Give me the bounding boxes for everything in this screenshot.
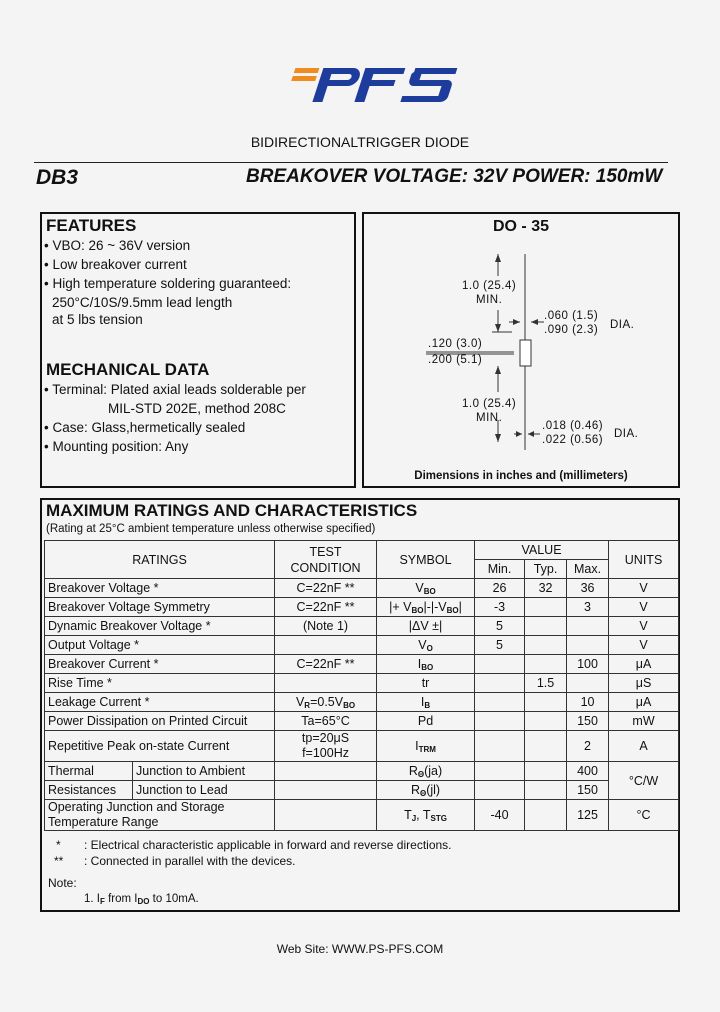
test-condition: Ta=65°C <box>275 712 377 731</box>
value-max: 150 <box>567 712 609 731</box>
symbol <box>377 579 475 598</box>
symbol: tr <box>377 674 475 693</box>
header-test: TEST <box>309 544 342 559</box>
note-1-prefix: 1. I <box>84 893 100 905</box>
dimensions-footer: Dimensions in inches and (millimeters) <box>414 470 628 482</box>
ratings-panel <box>40 498 680 912</box>
unit: mW <box>609 712 679 731</box>
value-min: -40 <box>475 800 525 831</box>
thermal-ja-label: Junction to Ambient <box>133 762 275 781</box>
value-typ <box>525 655 567 674</box>
test-condition <box>275 693 377 712</box>
part-number: DB3 <box>36 166 79 189</box>
package-panel <box>362 212 680 488</box>
symbol-main: T <box>404 807 412 822</box>
dim-body-dia-1: .060 (1.5) <box>544 310 599 322</box>
value-min <box>475 655 525 674</box>
headline: BREAKOVER VOLTAGE: 32V POWER: 150mW <box>246 166 663 187</box>
value-typ <box>525 598 567 617</box>
unit: V <box>609 636 679 655</box>
symbol <box>377 693 475 712</box>
feature-item: • VBO: 26 ~ 36V version <box>44 238 191 253</box>
test-condition: C=22nF ** <box>275 598 377 617</box>
dim-body-len-1: .120 (3.0) <box>428 338 483 350</box>
symbol-sub: TRM <box>418 744 436 754</box>
value-min: -3 <box>475 598 525 617</box>
table-row <box>45 693 679 712</box>
symbol <box>377 762 475 781</box>
note-1-tail: to 10mA. <box>149 893 199 905</box>
dim-lead-dia-label: DIA. <box>614 428 639 440</box>
note-title: Note: <box>48 876 77 890</box>
value-typ <box>525 712 567 731</box>
header-value: VALUE <box>475 541 609 560</box>
unit: V <box>609 617 679 636</box>
value-typ <box>525 731 567 762</box>
unit: μA <box>609 655 679 674</box>
dim-lead-top-1: 1.0 (25.4) <box>462 280 517 292</box>
value-min: 5 <box>475 617 525 636</box>
test-condition <box>275 636 377 655</box>
rating-label: Output Voltage * <box>45 636 275 655</box>
table-row <box>45 579 679 598</box>
thermal-jl-label: Junction to Lead <box>133 781 275 800</box>
symbol-tail: | <box>458 599 462 614</box>
symbol-main: I <box>415 738 419 753</box>
mechanical-item: • Terminal: Plated axial leads solderable per <box>44 382 306 397</box>
test-condition: C=22nF ** <box>275 579 377 598</box>
value-max: 3 <box>567 598 609 617</box>
symbol-mid: , T <box>416 807 431 822</box>
symbol <box>377 636 475 655</box>
cond-mid: =0.5V <box>310 694 344 709</box>
features-panel <box>40 212 356 488</box>
symbol-main: R <box>410 782 420 797</box>
website-link[interactable]: Web Site: WWW.PS-PFS.COM <box>276 942 444 956</box>
mechanical-title: MECHANICAL DATA <box>46 360 210 379</box>
dim-lead-dia-2: .022 (0.56) <box>542 434 604 446</box>
test-condition: C=22nF ** <box>275 655 377 674</box>
pfs-logo <box>282 60 458 110</box>
ratings-title: MAXIMUM RATINGS AND CHARACTERISTICS <box>46 501 418 520</box>
value-min: 5 <box>475 636 525 655</box>
header-rule <box>34 162 668 163</box>
cond-sub: R <box>304 700 311 710</box>
dim-lead-bot-2: MIN. <box>476 412 503 424</box>
value-typ: 1.5 <box>525 674 567 693</box>
table-row <box>45 731 679 762</box>
symbol-main: V <box>415 580 424 595</box>
unit: μS <box>609 674 679 693</box>
mechanical-item: • Mounting position: Any <box>44 439 189 454</box>
table-row <box>45 655 679 674</box>
value-min <box>475 693 525 712</box>
value-max: 100 <box>567 655 609 674</box>
value-max <box>567 617 609 636</box>
footnote-text: : Connected in parallel with the devices. <box>84 854 296 868</box>
table-row <box>45 617 679 636</box>
note-1-sub2: DO <box>137 897 150 906</box>
rating-label: Rise Time * <box>45 674 275 693</box>
symbol-sub: BO <box>446 605 459 615</box>
value-max: 2 <box>567 731 609 762</box>
symbol-sub: BO <box>423 586 436 596</box>
note-1-mid: from I <box>104 893 138 905</box>
table-header-row <box>45 541 679 560</box>
test-condition <box>275 674 377 693</box>
mechanical-item: • Case: Glass,hermetically sealed <box>44 420 246 435</box>
table-row-thermal <box>45 762 679 781</box>
value-max: 125 <box>567 800 609 831</box>
temp-label-2: Temperature Range <box>48 815 159 829</box>
dim-lead-dia-1: .018 (0.46) <box>542 420 604 432</box>
table-row <box>45 712 679 731</box>
rating-label: Dynamic Breakover Voltage * <box>45 617 275 636</box>
test-condition: (Note 1) <box>275 617 377 636</box>
header-symbol: SYMBOL <box>377 541 475 579</box>
feature-item: 250°C/10S/9.5mm lead length <box>52 295 233 310</box>
symbol-main: |+ V <box>389 599 412 614</box>
table-row <box>45 674 679 693</box>
symbol-mid: |-|-V <box>423 599 447 614</box>
package-outline-drawing <box>364 214 678 486</box>
symbol-sub: BO <box>421 662 434 672</box>
symbol-tail: (ja) <box>424 763 443 778</box>
footnote-mark: ** <box>54 854 64 868</box>
value-typ <box>525 636 567 655</box>
symbol: |ΔV ±| <box>377 617 475 636</box>
symbol-main: R <box>408 763 418 778</box>
note-1-sub: F <box>99 897 105 906</box>
document-subtitle: BIDIRECTIONALTRIGGER DIODE <box>250 134 470 150</box>
unit: V <box>609 598 679 617</box>
header-max: Max. <box>567 560 609 579</box>
symbol-main: I <box>420 694 425 709</box>
footnote-mark: * <box>56 838 61 852</box>
unit: A <box>609 731 679 762</box>
header-test-condition <box>275 541 377 579</box>
rating-label: Power Dissipation on Printed Circuit <box>45 712 275 731</box>
package-title: DO - 35 <box>492 218 549 235</box>
unit: °C <box>609 800 679 831</box>
symbol-sub: STG <box>430 813 447 823</box>
symbol: Pd <box>377 712 475 731</box>
value-typ <box>525 693 567 712</box>
rating-label: Breakover Voltage * <box>45 579 275 598</box>
dim-body-len-2: .200 (5.1) <box>428 354 483 366</box>
dim-body-dia-2: .090 (2.3) <box>544 324 599 336</box>
header-typ: Typ. <box>525 560 567 579</box>
cond-sub: BO <box>343 700 356 710</box>
ratings-table <box>44 540 679 831</box>
note-1 <box>84 893 199 906</box>
test-condition <box>275 731 377 762</box>
symbol-sub: O <box>426 643 433 653</box>
header-min: Min. <box>475 560 525 579</box>
thermal-label-2: Resistances <box>45 781 133 800</box>
dim-lead-top-2: MIN. <box>476 294 503 306</box>
rating-label: Breakover Current * <box>45 655 275 674</box>
feature-item: • Low breakover current <box>44 257 187 272</box>
unit: μA <box>609 693 679 712</box>
symbol-sub: BO <box>411 605 424 615</box>
feature-item: • High temperature soldering guaranteed: <box>44 276 292 291</box>
value-max: 150 <box>567 781 609 800</box>
footnote-text: : Electrical characteristic applicable in forward and reverse directions. <box>84 838 452 852</box>
dim-body-dia-label: DIA. <box>610 319 635 331</box>
value-max: 400 <box>567 762 609 781</box>
value-typ: 32 <box>525 579 567 598</box>
symbol <box>377 598 475 617</box>
symbol <box>377 655 475 674</box>
symbol <box>377 800 475 831</box>
symbol-sub: Θ <box>419 788 427 798</box>
dim-lead-bot-1: 1.0 (25.4) <box>462 398 517 410</box>
temp-label <box>45 800 275 831</box>
unit: V <box>609 579 679 598</box>
ratings-subtitle: (Rating at 25°C ambient temperature unless otherwise specified) <box>46 523 376 535</box>
temp-label-1: Operating Junction and Storage <box>48 800 225 814</box>
value-min <box>475 712 525 731</box>
cond-main: V <box>295 694 305 709</box>
symbol-sub: Θ <box>417 769 425 779</box>
symbol <box>377 731 475 762</box>
value-typ <box>525 617 567 636</box>
table-row <box>45 598 679 617</box>
feature-item: at 5 lbs tension <box>52 312 143 327</box>
cond-line-2: f=100Hz <box>302 746 349 760</box>
table-row-temperature <box>45 800 679 831</box>
symbol-main: V <box>418 637 427 652</box>
table-row <box>45 636 679 655</box>
unit: °C/W <box>609 762 679 800</box>
symbol-main: I <box>417 656 422 671</box>
value-min: 26 <box>475 579 525 598</box>
rating-label: Breakover Voltage Symmetry <box>45 598 275 617</box>
symbol-tail: (jl) <box>426 782 441 797</box>
mechanical-item: MIL-STD 202E, method 208C <box>108 401 286 416</box>
symbol <box>377 781 475 800</box>
value-max <box>567 636 609 655</box>
header-ratings: RATINGS <box>45 541 275 579</box>
value-min <box>475 674 525 693</box>
header-condition: CONDITION <box>290 560 361 575</box>
header-units: UNITS <box>609 541 679 579</box>
thermal-label-1: Thermal <box>45 762 133 781</box>
value-min <box>475 731 525 762</box>
rating-label: Leakage Current * <box>45 693 275 712</box>
symbol-sub: J <box>411 813 417 823</box>
rating-label: Repetitive Peak on-state Current <box>45 731 275 762</box>
value-max <box>567 674 609 693</box>
features-title: FEATURES <box>46 216 137 235</box>
value-max: 10 <box>567 693 609 712</box>
value-max: 36 <box>567 579 609 598</box>
symbol-sub: B <box>424 700 431 710</box>
cond-line-1: tp=20μS <box>301 731 350 745</box>
table-row-thermal <box>45 781 679 800</box>
